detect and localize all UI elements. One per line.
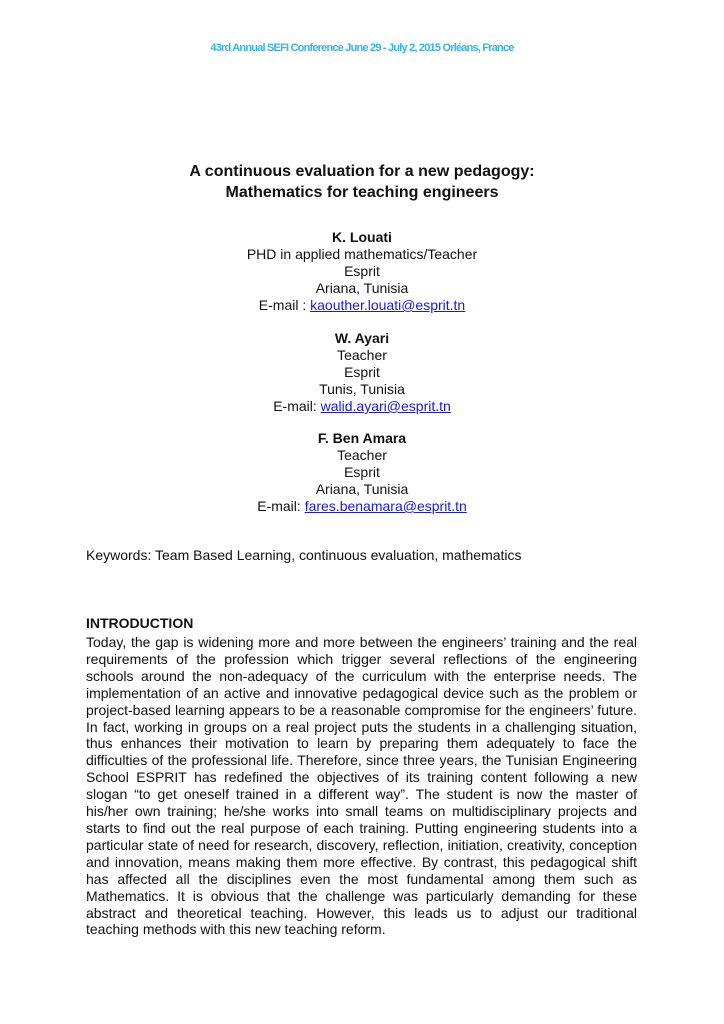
author-email-line bbox=[0, 297, 724, 314]
author-block bbox=[0, 430, 724, 515]
paper-title bbox=[0, 161, 724, 203]
email-label: E-mail: bbox=[257, 498, 305, 514]
author-email-line bbox=[0, 398, 724, 415]
title-line-1: A continuous evaluation for a new pedagogy: bbox=[189, 163, 535, 180]
author-email-line bbox=[0, 498, 724, 515]
author-block bbox=[0, 330, 724, 415]
running-header: 43rd Annual SEFI Conference June 29 - July 2, 2015 Orléans, France bbox=[210, 42, 514, 54]
author-location: Ariana, Tunisia bbox=[315, 280, 409, 296]
author-email-link[interactable]: walid.ayari@esprit.tn bbox=[320, 398, 451, 414]
author-name: W. Ayari bbox=[334, 330, 390, 346]
section-heading-introduction: INTRODUCTION bbox=[86, 615, 194, 631]
author-role: Teacher bbox=[337, 347, 387, 363]
introduction-paragraph: Today, the gap is widening more and more between the engineers’ training and the real requirements of the profession which trigger several reflections of the engineering schools around the non-adequacy of the curriculum with the enterprise needs. The implementation of an active and innovative pedagogical device such as the problem or project-based learning appears to be a reasonable compromise for the engineers’ future. In fact, working in groups on a real project puts the students in a challenging situation, thus enhances their motivation to learn by preparing them adequately to face the difficulties of the professional life. Therefore, since three years, the Tunisian Engineering School ESPRIT has redefined the objectives of its training content following a new slogan “to get oneself trained in a different way”. The student is now the master of his/her own training; he/she works into small teams on multidisciplinary projects and starts to find out the real purpose of each training. Putting engineering students into a particular state of need for research, discovery, reflection, initiation, creativity, conception and innovation, means making them more effective. By contrast, this pedagogical shift has affected all the disciplines even the most fundamental among them such as Mathematics. It is obvious that the challenge was particularly demanding for these abstract and theoretical teaching. However, this leads us to adjust our traditional teaching methods with this new teaching reform. bbox=[86, 634, 637, 938]
author-institution: Esprit bbox=[344, 263, 380, 279]
author-email-link[interactable]: fares.benamara@esprit.tn bbox=[304, 498, 467, 514]
author-role: PHD in applied mathematics/Teacher bbox=[246, 246, 478, 262]
author-name: K. Louati bbox=[332, 229, 392, 245]
author-location: Tunis, Tunisia bbox=[319, 381, 405, 397]
author-role: Teacher bbox=[337, 447, 387, 463]
keywords: Keywords: Team Based Learning, continuous evaluation, mathematics bbox=[86, 547, 522, 563]
author-location: Ariana, Tunisia bbox=[315, 481, 409, 497]
author-institution: Esprit bbox=[344, 464, 380, 480]
email-label: E-mail : bbox=[258, 297, 311, 313]
email-label: E-mail: bbox=[273, 398, 321, 414]
author-email-link[interactable]: kaouther.louati@esprit.tn bbox=[310, 297, 466, 313]
title-line-2: Mathematics for teaching engineers bbox=[225, 184, 499, 201]
author-institution: Esprit bbox=[344, 364, 380, 380]
author-block bbox=[0, 229, 724, 314]
author-name: F. Ben Amara bbox=[317, 430, 407, 446]
